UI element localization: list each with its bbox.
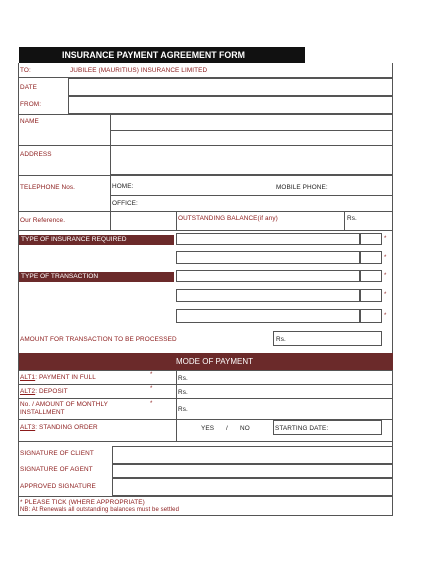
alt1-text: : PAYMENT IN FULL xyxy=(35,374,96,381)
starting-date-text: STARTING DATE: xyxy=(275,425,329,432)
new-field[interactable] xyxy=(176,270,360,282)
transaction-type-label: TYPE OF TRANSACTION xyxy=(21,273,99,280)
alt2-star: * xyxy=(150,386,153,392)
monthly-rs-label: Rs. xyxy=(178,406,188,413)
to-label: TO: xyxy=(20,67,31,74)
alt2-rs-label: Rs. xyxy=(178,389,188,396)
outstanding-rs-label: Rs. xyxy=(347,215,357,222)
monthly-installment-line1: No. / AMOUNT OF MONTHLY xyxy=(20,401,108,408)
alt2-code: ALT2 xyxy=(20,388,36,395)
health-field[interactable] xyxy=(176,233,360,245)
mode-of-payment-title: MODE OF PAYMENT xyxy=(176,357,254,366)
new-star: * xyxy=(384,273,387,279)
health-tick-box[interactable] xyxy=(360,233,382,245)
renewal-tick-box[interactable] xyxy=(360,289,382,302)
alt3-code: ALT3 xyxy=(20,424,36,431)
alt1-star: * xyxy=(150,372,153,378)
signature-client-label: SIGNATURE OF CLIENT xyxy=(20,450,94,457)
signature-client-field[interactable] xyxy=(112,446,393,464)
name-field[interactable] xyxy=(110,114,393,131)
alt2-text: : DEPOSIT xyxy=(35,388,68,395)
health-star: * xyxy=(384,236,387,242)
mobile-label: MOBILE PHONE: xyxy=(276,184,328,191)
others-star: * xyxy=(384,255,387,261)
tick-note: * PLEASE TICK (WHERE APPROPRIATE) xyxy=(20,499,145,506)
address-field[interactable] xyxy=(110,145,393,175)
address-label: ADDRESS xyxy=(20,151,52,158)
signature-agent-label: SIGNATURE OF AGENT xyxy=(20,466,93,473)
alt1-code: ALT1 xyxy=(20,374,36,381)
approved-signature-label: APPROVED SIGNATURE xyxy=(20,483,96,490)
renewal-field[interactable] xyxy=(176,289,360,302)
endorsement-tick-box[interactable] xyxy=(360,309,382,323)
home-label: HOME: xyxy=(112,183,134,190)
date-label: DATE xyxy=(20,84,37,91)
alt1-rs-label: Rs. xyxy=(178,375,188,382)
alt3-text: : STANDING ORDER xyxy=(35,424,98,431)
signature-agent-field[interactable] xyxy=(112,464,393,478)
amount-label: AMOUNT FOR TRANSACTION TO BE PROCESSED xyxy=(20,336,177,343)
telephone-label: TELEPHONE Nos. xyxy=(20,184,76,191)
insurance-type-label: TYPE OF INSURANCE REQUIRED xyxy=(21,236,127,243)
from-label: FROM: xyxy=(20,101,42,108)
approved-signature-field[interactable] xyxy=(112,478,393,496)
endorsement-star: * xyxy=(384,313,387,319)
endorsement-field[interactable] xyxy=(176,309,360,323)
amount-rs-label: Rs. xyxy=(276,336,286,343)
renewal-note: NB: At Renewals all outstanding balances must be settled xyxy=(20,507,180,513)
form-title: INSURANCE PAYMENT AGREEMENT FORM xyxy=(62,50,245,60)
others-field[interactable] xyxy=(176,251,360,264)
date-field[interactable] xyxy=(68,78,393,96)
others-tick-box[interactable] xyxy=(360,251,382,264)
yes-option[interactable]: YES xyxy=(201,425,215,432)
name-label: NAME xyxy=(20,118,39,125)
from-field[interactable] xyxy=(68,96,393,114)
monthly-star: * xyxy=(150,401,153,407)
amount-field[interactable] xyxy=(273,331,382,346)
outstanding-balance-label: OUTSTANDING BALANCE(if any) xyxy=(178,215,278,222)
monthly-installment-line2: INSTALLMENT xyxy=(20,409,65,416)
to-value: JUBILEE (MAURITIUS) INSURANCE LIMITED xyxy=(70,67,208,74)
renewal-star: * xyxy=(384,292,387,298)
office-label: OFFICE: xyxy=(112,200,138,207)
new-tick-box[interactable] xyxy=(360,270,382,282)
alt1-label xyxy=(20,374,96,381)
yes-no-separator: / xyxy=(226,425,228,432)
our-reference-label: Our Reference. xyxy=(20,217,66,224)
alt2-label xyxy=(20,388,68,395)
no-option[interactable]: NO xyxy=(240,425,250,432)
alt3-label xyxy=(20,424,98,431)
